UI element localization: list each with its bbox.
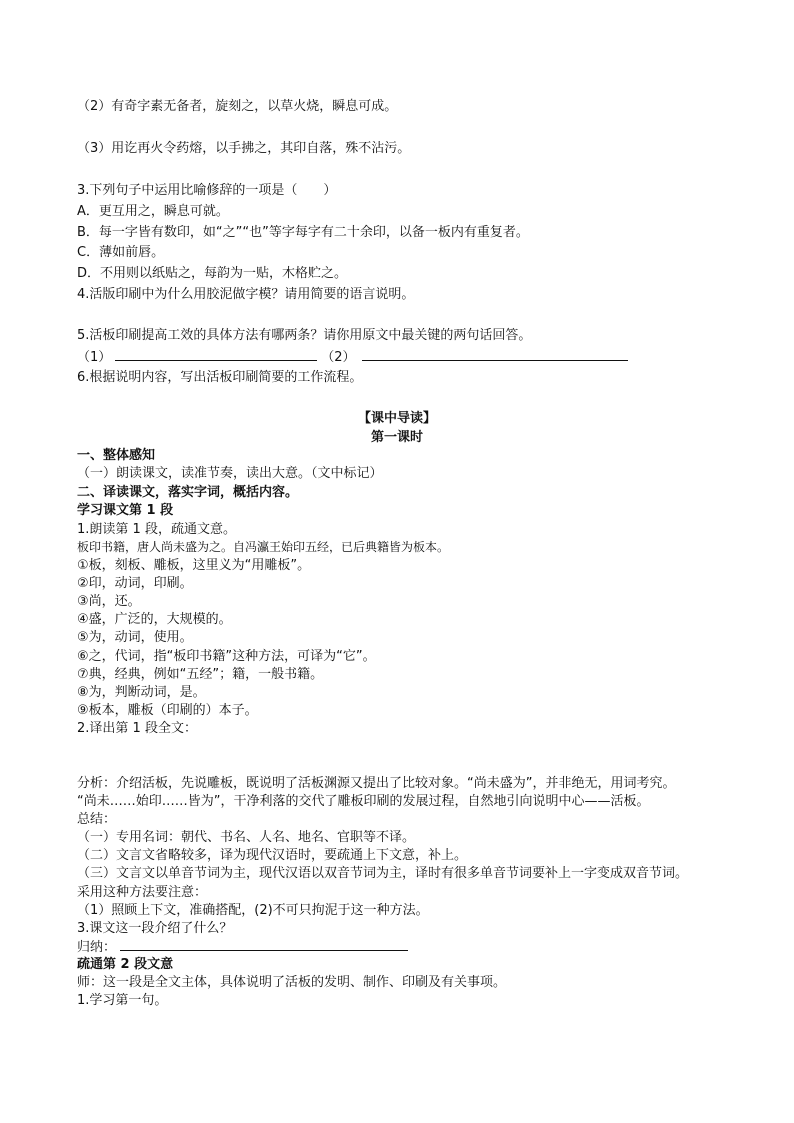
gloss-item: ②印，动词，印刷。 (77, 576, 193, 591)
option-c: C．薄如前唇。 (77, 245, 165, 260)
lesson-title: 第一课时 (370, 430, 423, 445)
question-3-lesson: 3.课文这一段介绍了什么？ (77, 921, 233, 936)
gloss-item: ⑥之，代词，指“板印书籍”这种方法，可译为“它”。 (77, 649, 376, 664)
answer-blank-2[interactable] (362, 348, 628, 361)
analysis-text: 分析：介绍活板，先说雕板，既说明了活板渊源又提出了比较对象。“尚未盛为”，并非绝无，用词考究。 (77, 776, 676, 791)
subheading: 疏通第 2 段文意 (77, 957, 174, 972)
text-line: 1.朗读第 1 段，疏通文意。 (77, 522, 236, 537)
text-line: （3）用讫再火令药熔，以手拂之，其印自落，殊不沾污。 (77, 141, 411, 156)
summary-item: （二）文言文省略较多，译为现代汉语时，要疏通上下文意，补上。 (77, 848, 468, 863)
answer-blank-1[interactable] (115, 348, 317, 361)
classical-text: 板印书籍，唐人尚未盛为之。自冯瀛王始印五经，已后典籍皆为板本。 (77, 540, 450, 554)
gloss-item: ③尚，还。 (77, 594, 141, 609)
answer-line-q5 (77, 348, 628, 366)
option-b: B．每一字皆有数印，如“之”“也”等字每字有二十余印，以备一板内有重复者。 (77, 225, 529, 240)
summary-answer-label: 归纳： (77, 940, 117, 955)
gloss-item: ⑨板本，雕板（印刷的）本子。 (77, 703, 258, 718)
question-5: 5.活板印刷提高工效的具体方法有哪两条？请你用原文中最关键的两句话回答。 (77, 328, 532, 343)
subheading: 二、译读课文，落实字词，概括内容。 (77, 485, 299, 500)
analysis-text: “尚未……始印……皆为”，干净利落的交代了雕板印刷的发展过程，自然地引向说明中心——活板。 (77, 794, 650, 809)
gloss-item: ⑦典，经典，例如“五经”；籍，一般书籍。 (77, 667, 324, 682)
summary-label: 总结： (77, 812, 117, 827)
subheading: 学习课文第 1 段 (77, 503, 174, 518)
subheading: 一、整体感知 (77, 448, 156, 463)
question-3: 3.下列句子中运用比喻修辞的一项是（ ） (77, 183, 337, 198)
answer-label-1: （1） (77, 350, 112, 365)
summary-answer-line (77, 938, 408, 956)
answer-label-2: （2） (321, 350, 356, 365)
summary-answer-blank[interactable] (120, 938, 408, 951)
section-heading: 【课中导读】 (357, 411, 436, 426)
text-line: 采用这种方法要注意： (77, 885, 208, 900)
question-4: 4.活版印刷中为什么用胶泥做字模？请用简要的语言说明。 (77, 287, 415, 302)
summary-item: （三）文言文以单音节词为主，现代汉语以双音节词为主，译时有很多单音节词要补上一字变成双音节词。 (77, 866, 689, 881)
text-line: （2）有奇字素无备者，旋刻之，以草火烧，瞬息可成。 (77, 99, 398, 114)
text-line: 师：这一段是全文主体，具体说明了活板的发明、制作、印刷及有关事项。 (77, 975, 507, 990)
gloss-item: ⑤为，动词，使用。 (77, 630, 193, 645)
text-line: （1）照顾上下文，准确搭配，(2)不可只拘泥于这一种方法。 (77, 903, 429, 918)
text-line: 1.学习第一句。 (77, 993, 168, 1008)
question-6: 6.根据说明内容，写出活板印刷简要的工作流程。 (77, 370, 363, 385)
option-a: A．更互用之，瞬息可就。 (77, 204, 229, 219)
summary-item: （一）专用名词：朝代、书名、人名、地名、官职等不译。 (77, 830, 416, 845)
gloss-item: ⑧为，判断动词，是。 (77, 685, 206, 700)
gloss-item: ④盛，广泛的，大规模的。 (77, 612, 232, 627)
option-d: D．不用则以纸贴之，每韵为一贴，木格贮之。 (77, 266, 348, 281)
text-line: （一）朗读课文，读准节奏，读出大意。（文中标记） (77, 466, 383, 481)
text-line: 2.译出第 1 段全文： (77, 721, 197, 736)
gloss-item: ①板，刻板、雕板，这里义为“用雕板”。 (77, 558, 311, 573)
